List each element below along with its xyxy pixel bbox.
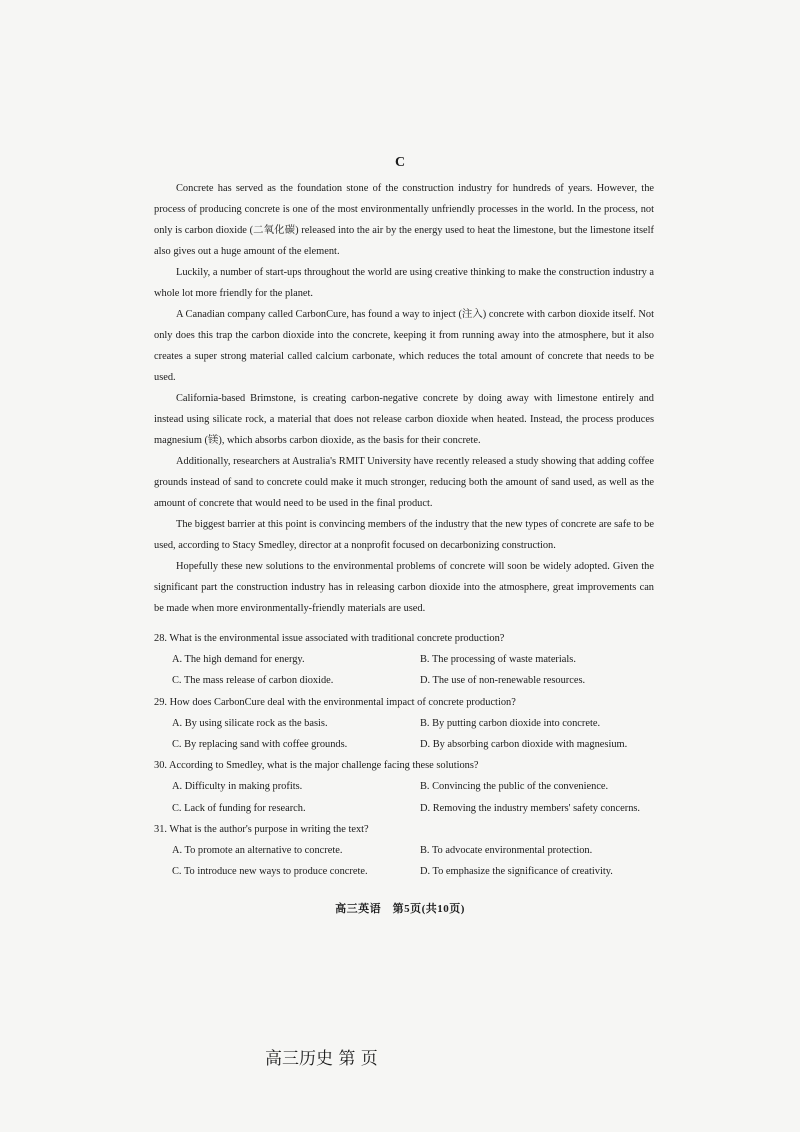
question-stem: 31. What is the author's purpose in writing the text? <box>154 823 369 835</box>
passage-paragraph: Hopefully these new solutions to the environmental problems of concrete will soon be widely adopted. Given the significant part the construction industry has in releasing carbon dioxide into the atmosphere, great improvements can be made when more environmentally-friendly materials are used. <box>154 561 654 614</box>
option-d: D. The use of non-renewable resources. <box>420 675 586 687</box>
subject-stamp: 高三历史 第 页 <box>265 1049 378 1069</box>
question-stem: 28. What is the environmental issue associated with traditional concrete production? <box>154 633 505 644</box>
question-28 <box>154 628 664 692</box>
question-stem: 29. How does CarbonCure deal with the environmental impact of concrete production? <box>154 696 516 708</box>
option-c: C. To introduce new ways to produce concrete. <box>172 866 368 878</box>
option-b: B. The processing of waste materials. <box>420 654 576 666</box>
option-b: B. To advocate environmental protection. <box>420 845 593 857</box>
option-a: A. Difficulty in making profits. <box>172 781 303 793</box>
question-list <box>154 628 664 882</box>
question-29 <box>154 692 664 756</box>
passage-paragraph: A Canadian company called CarbonCure, has found a way to inject (注入) concrete with carbon dioxide itself. Not only does this trap the carbon dioxide into the concrete, keeping it from running away into the atmosphere, but it also creates a super strong material called calcium carbonate, which reduces the total amount of concrete that needs to be used. <box>154 309 654 383</box>
section-heading: C <box>394 155 406 170</box>
option-c: C. The mass release of carbon dioxide. <box>172 675 334 687</box>
passage-paragraph: Concrete has served as the foundation stone of the construction industry for hundreds of years. However, the process of producing concrete is one of the most environmentally unfriendly processes in the world. In the process, not only is carbon dioxide (二氧化碳) released into the air by the energy used to heat the limestone, but the limestone itself also gives out a huge amount of the element. <box>154 183 654 257</box>
passage-paragraph: The biggest barrier at this point is convincing members of the industry that the new types of concrete are safe to be used, according to Stacy Smedley, director at a nonprofit focused on decarbonizing construction. <box>154 519 654 551</box>
option-grid <box>154 649 664 691</box>
question-30 <box>154 755 664 819</box>
option-b: B. Convincing the public of the convenience. <box>420 781 609 793</box>
question-31 <box>154 819 664 883</box>
option-d: D. Removing the industry members' safety concerns. <box>420 802 641 814</box>
reading-passage <box>154 178 654 619</box>
option-grid <box>154 713 664 755</box>
passage-paragraph: California-based Brimstone, is creating carbon-negative concrete by doing away with limestone entirely and instead using silicate rock, a material that does not release carbon dioxide when heated. Instead, the process produces magnesium (镁), which absorbs carbon dioxide, as the basis for their concrete. <box>154 393 654 446</box>
option-a: A. The high demand for energy. <box>172 654 305 666</box>
option-c: C. Lack of funding for research. <box>172 802 306 814</box>
option-a: A. By using silicate rock as the basis. <box>172 717 328 729</box>
option-d: D. By absorbing carbon dioxide with magnesium. <box>420 739 628 751</box>
option-b: B. By putting carbon dioxide into concrete. <box>420 717 601 729</box>
page-footer: 高三英语 第5页(共10页) <box>335 903 465 915</box>
option-a: A. To promote an alternative to concrete. <box>172 845 343 857</box>
option-d: D. To emphasize the significance of creativity. <box>420 866 613 878</box>
passage-paragraph: Luckily, a number of start-ups throughout the world are using creative thinking to make the construction industry a whole lot more friendly for the planet. <box>154 267 654 299</box>
option-c: C. By replacing sand with coffee grounds. <box>172 739 348 751</box>
option-grid <box>154 840 664 882</box>
passage-paragraph: Additionally, researchers at Australia's RMIT University have recently released a study showing that adding coffee grounds instead of sand to concrete could make it much stronger, reducing both the amount of sand used, as well as the amount of concrete that would need to be used in the final product. <box>154 456 654 509</box>
option-grid <box>154 776 664 818</box>
question-stem: 30. According to Smedley, what is the major challenge facing these solutions? <box>154 760 479 772</box>
